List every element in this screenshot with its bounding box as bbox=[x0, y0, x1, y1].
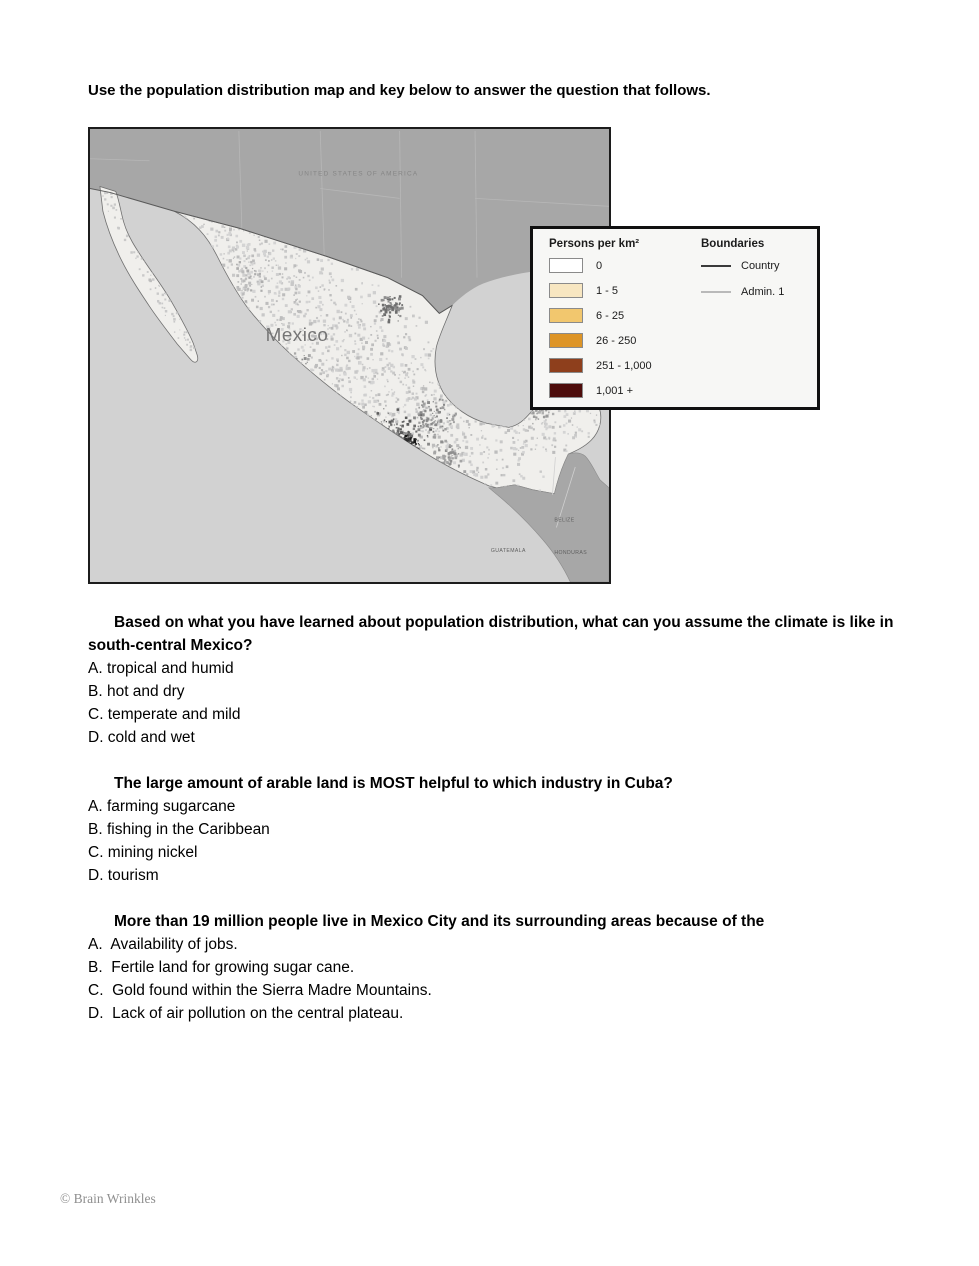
legend-class-row bbox=[549, 278, 697, 303]
legend-boundaries bbox=[697, 238, 809, 401]
legend-swatch bbox=[549, 283, 583, 298]
question-stem: More than 19 million people live in Mexico City and its surrounding areas because of the bbox=[114, 913, 765, 930]
admin-boundary-line bbox=[701, 291, 731, 293]
answer-option: B. fishing in the Caribbean bbox=[88, 821, 270, 838]
legend-class-label: 1,001 + bbox=[596, 384, 634, 397]
legend-boundary-row bbox=[701, 279, 809, 305]
answer-option: D. Lack of air pollution on the central plateau. bbox=[88, 1005, 404, 1022]
legend-swatch bbox=[549, 333, 583, 348]
answer-option: D. cold and wet bbox=[88, 729, 195, 746]
answer-option: C. mining nickel bbox=[88, 844, 198, 861]
belize-label: BELIZE bbox=[554, 517, 575, 524]
boundaries-title: Boundaries bbox=[701, 238, 765, 250]
answer-option: A. farming sugarcane bbox=[88, 798, 236, 815]
answer-option: A. tropical and humid bbox=[88, 660, 234, 677]
answer-option: C. temperate and mild bbox=[88, 706, 241, 723]
legend-class-label: 6 - 25 bbox=[596, 309, 625, 322]
copyright: © Brain Wrinkles bbox=[60, 1191, 156, 1206]
answer-option: B. hot and dry bbox=[88, 683, 185, 700]
legend-boundary-row bbox=[701, 253, 809, 279]
answer-option: B. Fertile land for growing sugar cane. bbox=[88, 959, 355, 976]
instruction-text: Use the population distribution map and key below to answer the question that follows. bbox=[88, 82, 711, 99]
legend-class-row bbox=[549, 328, 697, 353]
questions-section bbox=[88, 611, 914, 1048]
legend-title: Persons per km² bbox=[549, 238, 640, 250]
mexico-label: Mexico bbox=[265, 324, 329, 346]
legend-class-row bbox=[549, 303, 697, 328]
guatemala-label: GUATEMALA bbox=[490, 548, 526, 555]
answer-option: D. tourism bbox=[88, 867, 159, 884]
usa-label: UNITED STATES OF AMERICA bbox=[298, 170, 419, 178]
legend-swatch bbox=[549, 383, 583, 398]
question-2 bbox=[88, 772, 914, 887]
legend-class-label: 1 - 5 bbox=[596, 284, 619, 297]
boundary-label: Admin. 1 bbox=[741, 286, 785, 298]
answer-option: C. Gold found within the Sierra Madre Mountains. bbox=[88, 982, 432, 999]
answer-option: A. Availability of jobs. bbox=[88, 936, 238, 953]
legend-swatch bbox=[549, 358, 583, 373]
boundary-label: Country bbox=[741, 260, 780, 272]
legend-class-label: 0 bbox=[596, 259, 603, 272]
legend-swatch bbox=[549, 258, 583, 273]
country-boundary-line bbox=[701, 265, 731, 268]
legend-class-row bbox=[549, 378, 697, 403]
map-legend bbox=[530, 226, 820, 410]
honduras-label: HONDURAS bbox=[554, 550, 588, 557]
legend-class-row bbox=[549, 353, 697, 378]
legend-class-label: 26 - 250 bbox=[596, 334, 637, 347]
question-3 bbox=[88, 910, 914, 1025]
question-1 bbox=[88, 611, 914, 749]
legend-class-row bbox=[549, 253, 697, 278]
legend-classes bbox=[549, 238, 697, 401]
question-stem: Based on what you have learned about population distribution, what can you assume the climate is like in south-central Mexico? bbox=[88, 614, 894, 654]
question-stem: The large amount of arable land is MOST helpful to which industry in Cuba? bbox=[114, 775, 673, 792]
legend-swatch bbox=[549, 308, 583, 323]
legend-class-label: 251 - 1,000 bbox=[596, 359, 652, 372]
